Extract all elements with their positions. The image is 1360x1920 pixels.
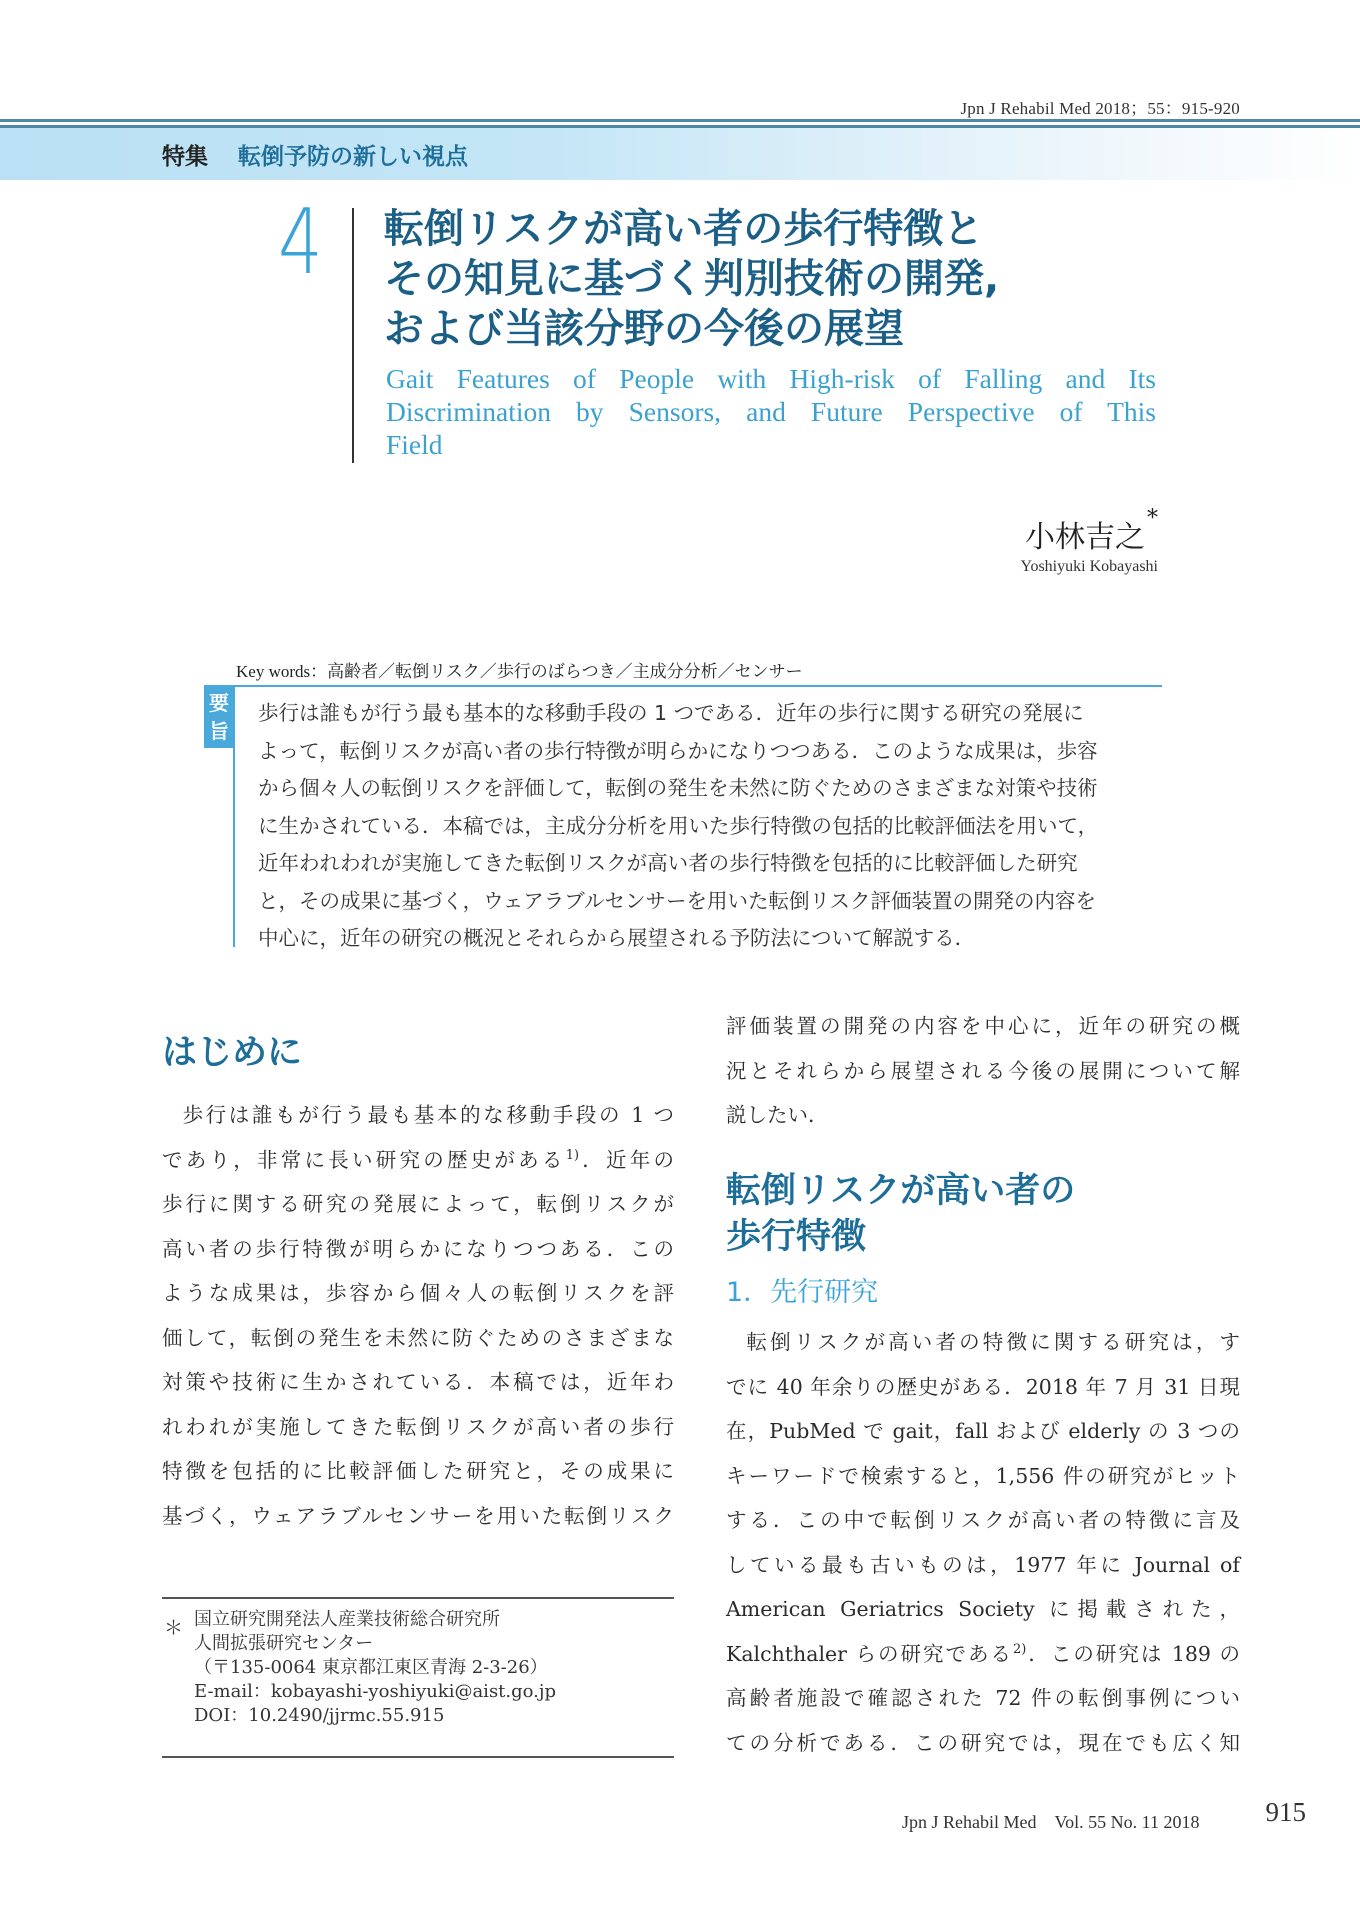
body-line — [162, 1138, 674, 1183]
footnote-line: 国立研究開発法人産業技術総合研究所 — [194, 1609, 500, 1630]
title-en-line: Gait Features of People with High-risk of Falling and Its — [386, 363, 1156, 394]
abstract-top-rule — [204, 685, 1162, 687]
footnote-email: E-mail：kobayashi-yoshiyuki@aist.go.jp — [194, 1681, 557, 1702]
keyword: 高齢者 — [327, 662, 379, 681]
abstract-tag-char: 要 — [209, 691, 229, 715]
title-divider — [352, 208, 354, 463]
special-issue-label: 特集 — [162, 144, 208, 170]
prior-research-paragraph — [726, 1320, 1240, 1765]
keyword: 主成分分析 — [632, 662, 718, 681]
footer-journal-info: Jpn J Rehabil Med Vol. 55 No. 11 2018 — [902, 1812, 1200, 1832]
body-line: している最も古いものは，1977 年に Journal of — [726, 1552, 1240, 1577]
reference-marker: 1) — [565, 1147, 580, 1163]
reference-marker: 2) — [1012, 1641, 1027, 1657]
body-line: 価して，転倒の発生を未然に防ぐためのさまざまな — [162, 1325, 674, 1350]
keyword: 転倒リスク — [395, 662, 480, 681]
abstract-tag — [204, 686, 234, 748]
body-line-text: であり，非常に長い研究の歴史がある — [162, 1147, 566, 1172]
section-heading-gait-features — [726, 1168, 1240, 1260]
abstract-line: に生かされている．本稿では，主成分分析を用いた歩行特徴の包括的比較評価法を用いて， — [258, 813, 1099, 838]
footnote-marker: ＊ — [164, 1617, 184, 1639]
header-rule — [0, 119, 1360, 122]
article-number: 4 — [278, 190, 323, 295]
body-line: れわれが実施してきた転倒リスクが高い者の歩行 — [162, 1414, 674, 1439]
keyword-separator: ／ — [717, 662, 735, 681]
footnote-rule — [162, 1756, 674, 1758]
author-name: 小林吉之 — [1025, 520, 1145, 555]
heading-line: 歩行特徴 — [726, 1216, 867, 1257]
abstract-line: 近年われわれが実施してきた転倒リスクが高い者の歩行特徴を包括的に比較評価した研究 — [258, 851, 1078, 875]
intro-paragraph — [162, 1093, 674, 1538]
body-line: American Geriatrics Society に掲載された， — [726, 1597, 1240, 1621]
title-en-line: Discrimination by Sensors, and Future Perspective of This — [386, 396, 1156, 427]
keywords-label: Key words： — [236, 662, 328, 681]
abstract-text — [258, 695, 1164, 958]
body-line: 評価装置の開発の内容を中心に，近年の研究の概 — [726, 1014, 1240, 1038]
affiliation-marker: * — [1147, 506, 1158, 531]
body-line: 歩行に関する研究の発展によって，転倒リスクが — [162, 1192, 674, 1216]
keyword-separator: ／ — [479, 662, 497, 681]
article-title-en — [386, 362, 1156, 461]
body-line: 歩行は誰もが行う最も基本的な移動手段の 1 つ — [182, 1103, 674, 1127]
title-ja-line: その知見に基づく判別技術の開発, — [384, 256, 1000, 302]
body-line: 高齢者施設で確認された 72 件の転倒事例につい — [726, 1686, 1240, 1710]
footnote-affiliation — [194, 1608, 556, 1728]
body-line: 高い者の歩行特徴が明らかになりつつある．この — [162, 1236, 674, 1261]
body-line: する．この中で転倒リスクが高い者の特徴に言及 — [726, 1508, 1240, 1532]
body-line-text: Kalchthaler らの研究である — [726, 1641, 1013, 1666]
page-number: 915 — [1265, 1797, 1306, 1827]
intro-paragraph-continued — [726, 1004, 1240, 1138]
body-line: 況とそれらから展望される今後の展開について解 — [726, 1058, 1240, 1083]
title-ja-line: および当該分野の今後の展望 — [384, 306, 904, 352]
body-line — [726, 1632, 1240, 1677]
footnote-line: 人間拡張研究センター — [194, 1633, 374, 1654]
footnote-line: （〒135-0064 東京都江東区青海 2-3-26） — [194, 1657, 548, 1678]
running-head: Jpn J Rehabil Med 2018；55：915-920 — [960, 99, 1240, 118]
keyword: 歩行のばらつき — [496, 662, 616, 681]
title-ja-line: 転倒リスクが高い者の歩行特徴と — [384, 206, 984, 252]
author-name-en: Yoshiyuki Kobayashi — [1020, 558, 1158, 575]
body-line-text: ．近年の — [579, 1147, 675, 1172]
keyword-separator: ／ — [378, 662, 396, 681]
abstract-line: 中心に，近年の研究の概況とそれらから展望される予防法について解説する． — [258, 926, 976, 950]
title-en-line: Field — [386, 429, 443, 460]
body-line: 特徴を包括的に比較評価した研究と，その成果に — [162, 1459, 674, 1483]
heading-line: 転倒リスクが高い者の — [726, 1170, 1076, 1211]
body-line: 在，PubMed で gait，fall および elderly の 3 つの — [726, 1419, 1240, 1443]
body-line: ての分析である．この研究では，現在でも広く知 — [726, 1730, 1240, 1755]
subsection-heading-prior-research: 1．先行研究 — [726, 1277, 879, 1308]
author-name-ja — [1025, 506, 1158, 556]
footnote-rule — [162, 1597, 674, 1599]
special-issue-title: 転倒予防の新しい視点 — [238, 144, 468, 170]
abstract-line: から個々人の転倒リスクを評価して，転倒の発生を未然に防ぐためのさまざまな対策や技術 — [258, 776, 1098, 800]
section-heading-intro: はじめに — [162, 1032, 303, 1073]
body-line-text: ．この研究は 189 の — [1026, 1641, 1240, 1666]
body-line: 基づく，ウェアラブルセンサーを用いた転倒リスク — [162, 1503, 674, 1528]
body-line: 説したい． — [726, 1103, 829, 1127]
keywords — [236, 657, 803, 682]
body-line: ような成果は，歩容から個々人の転倒リスクを評 — [162, 1281, 674, 1305]
article-title-ja — [384, 204, 1204, 354]
body-line: でに 40 年余りの歴史がある．2018 年 7 月 31 日現 — [726, 1374, 1240, 1399]
body-line: 対策や技術に生かされている．本稿では，近年わ — [162, 1370, 674, 1394]
body-line: キーワードで検索すると，1,556 件の研究がヒット — [726, 1463, 1240, 1488]
footnote-doi: DOI：10.2490/jjrmc.55.915 — [194, 1705, 445, 1726]
keyword: センサー — [734, 662, 803, 681]
abstract-line: 歩行は誰もが行う最も基本的な移動手段の 1 つである．近年の歩行に関する研究の発展に — [258, 701, 1084, 725]
abstract-tag-char: 旨 — [209, 719, 229, 743]
abstract-line: よって，転倒リスクが高い者の歩行特徴が明らかになりつつある．このような成果は，歩容 — [258, 738, 1098, 763]
keyword-separator: ／ — [615, 662, 633, 681]
abstract-line: と，その成果に基づく，ウェアラブルセンサーを用いた転倒リスク評価装置の開発の内容を — [258, 888, 1097, 913]
body-line: 転倒リスクが高い者の特徴に関する研究は，す — [746, 1330, 1240, 1354]
